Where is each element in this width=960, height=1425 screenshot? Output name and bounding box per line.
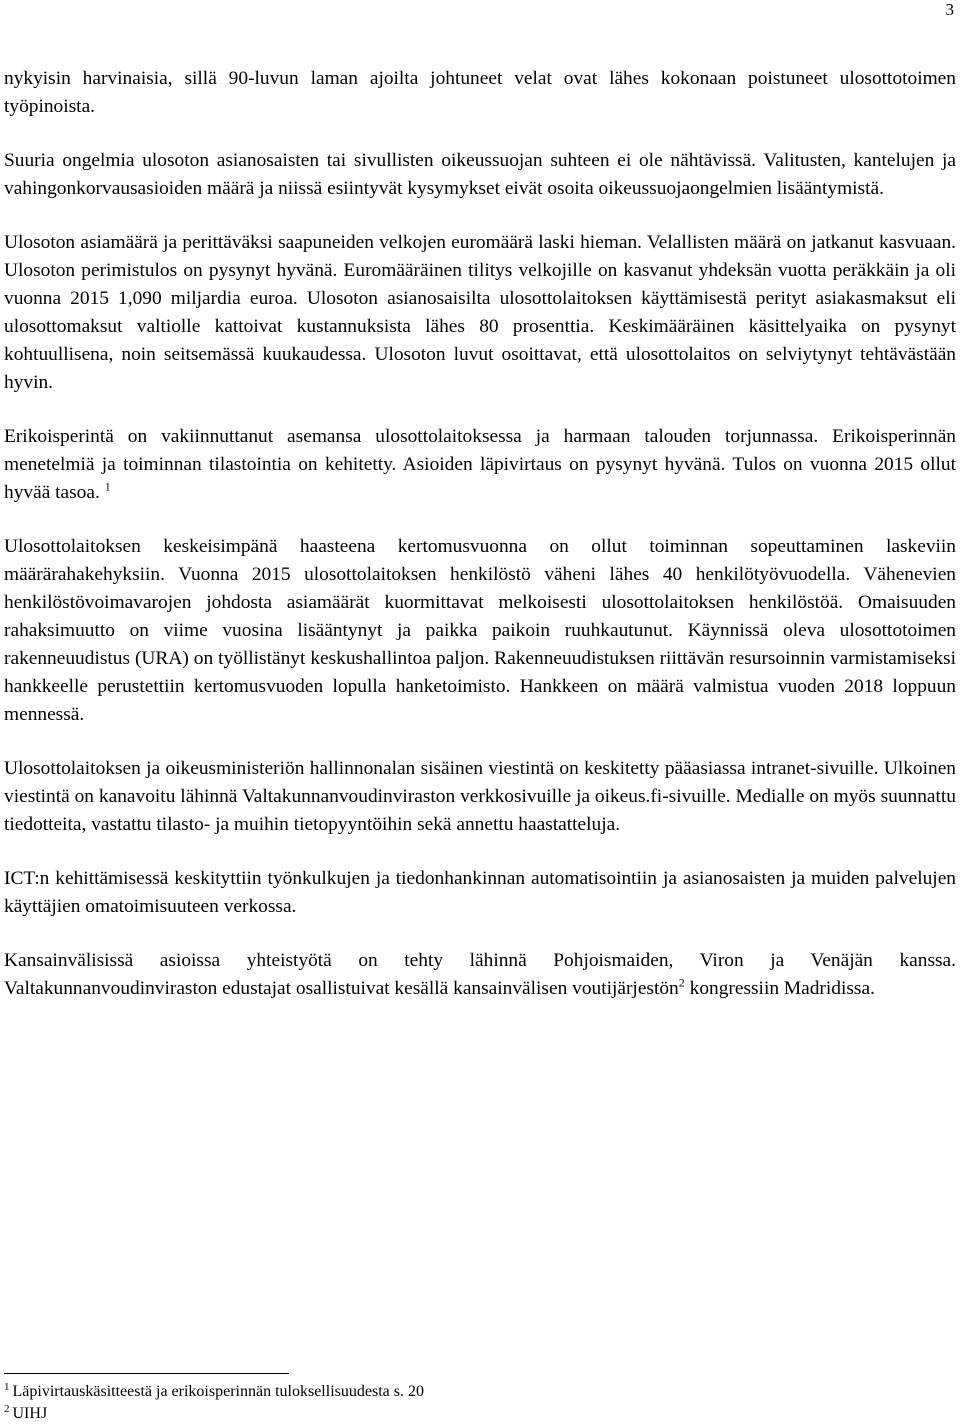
paragraph-3: Ulosoton asiamäärä ja perittäväksi saapuneiden velkojen euromäärä laski hieman. Velallisten määrä on jatkanut kasvuaan. Ulosoton perimistulos on pysynyt hyvänä. Euromääräinen tilitys velkojille on kasvanut yhdeksän vuotta peräkkäin ja oli vuonna 2015 1,090 miljardia euroa. Ulosoton asianosaisilta ulosottolaitoksen käyttämisestä perityt asiakasmaksut eli ulosottomaksut valtiolle kattoivat kustannuksista lähes 80 prosenttia. Keskimääräinen käsittelyaika on pysynyt kohtuullisena, noin seitsemässä kuukaudessa. Ulosoton luvut osoittavat, että ulosottolaitos on selviytynyt tehtävästään hyvin. (4, 232, 956, 393)
footnote-1 (4, 1381, 904, 1403)
page-number: 3 (945, 0, 954, 19)
paragraph-5: Ulosottolaitoksen keskeisimpänä haasteena kertomusvuonna on ollut toiminnan sopeuttaminen laskeviin määrärahakehyksiin. Vuonna 2015 ulosottolaitoksen henkilöstö väheni lähes 40 henkilötyövuodella. Vähenevien henkilöstövoimavarojen johdosta asiamäärät kuormittavat melkoisesti ulosottolaitoksen henkilöstöä. Omaisuuden rahaksimuutto on viime vuosina lisääntynyt ja paikka paikoin ruuhkautunut. Käynnissä oleva ulosottotoimen rakenneuudistus (URA) on työllistänyt keskushallintoa paljon. Rakenneuudistuksen riittävän resursoinnin varmistamiseksi hankkeelle perustettiin kertomusvuoden lopulla hanketoimisto. Hankkeen on määrä valmistua vuoden 2018 loppuun mennessä. (4, 536, 956, 725)
paragraph-6: Ulosottolaitoksen ja oikeusministeriön hallinnonalan sisäinen viestintä on keskitetty pääasiassa intranet-sivuille. Ulkoinen viestintä on kanavoitu lähinnä Valtakunnanvoudinviraston verkkosivuille ja oikeus.fi-sivuille. Medialle on myös suunnattu tiedotteita, vastattu tilasto- ja muihin tietopyyntöihin sekä annettu haastatteluja. (4, 758, 956, 835)
paragraph-4-text: Erikoisperintä on vakiinnuttanut asemansa ulosottolaitoksessa ja harmaan talouden torjunnassa. Erikoisperinnän menetelmiä ja toiminnan tilastointia on kehitetty. Asioiden läpivirtaus on pysynyt hyvänä. Tulos on vuonna 2015 ollut hyvää tasoa. (4, 426, 956, 503)
document-body (4, 65, 956, 1029)
paragraph-8-tail: kongressiin Madridissa. (689, 978, 875, 999)
footnote-1-text: Läpivirtauskäsitteestä ja erikoisperinnän tuloksellisuudesta s. 20 (12, 1383, 424, 1400)
footnotes (4, 1381, 904, 1425)
paragraph-7: ICT:n kehittämisessä keskityttiin työnkulkujen ja tiedonhankinnan automatisointiin ja asianosaisten ja muiden palvelujen käyttäjien omatoimisuuteen verkossa. (4, 868, 956, 917)
paragraph-4 (4, 423, 956, 507)
paragraph-1: nykyisin harvinaisia, sillä 90-luvun laman ajoilta johtuneet velat ovat lähes kokonaan poistuneet ulosottotoimen työpinoista. (4, 68, 956, 117)
footnote-2-text: UIHJ (12, 1405, 48, 1422)
footnote-1-marker: 1 (4, 1380, 10, 1393)
footnote-2 (4, 1403, 904, 1425)
paragraph-8-text: Kansainvälisissä asioissa yhteistyötä on tehty lähinnä Pohjoismaiden, Viron ja Venäjän kanssa. Valtakunnanvoudinviraston edustajat osallistuivat kesällä kansainvälisen voutijärjestön (4, 950, 956, 999)
footnote-separator (4, 1373, 289, 1374)
paragraph-8 (4, 947, 956, 1003)
footnote-ref-2: 2 (678, 975, 685, 990)
paragraph-2: Suuria ongelmia ulosoton asianosaisten tai sivullisten oikeussuojan suhteen ei ole nähtävissä. Valitusten, kantelujen ja vahingonkorvausasioiden määrä ja niissä esiintyvät kysymykset eivät osoita oikeussuojaongelmien lisääntymistä. (4, 150, 956, 199)
footnote-2-marker: 2 (4, 1402, 10, 1415)
footnote-ref-1: 1 (104, 479, 111, 494)
